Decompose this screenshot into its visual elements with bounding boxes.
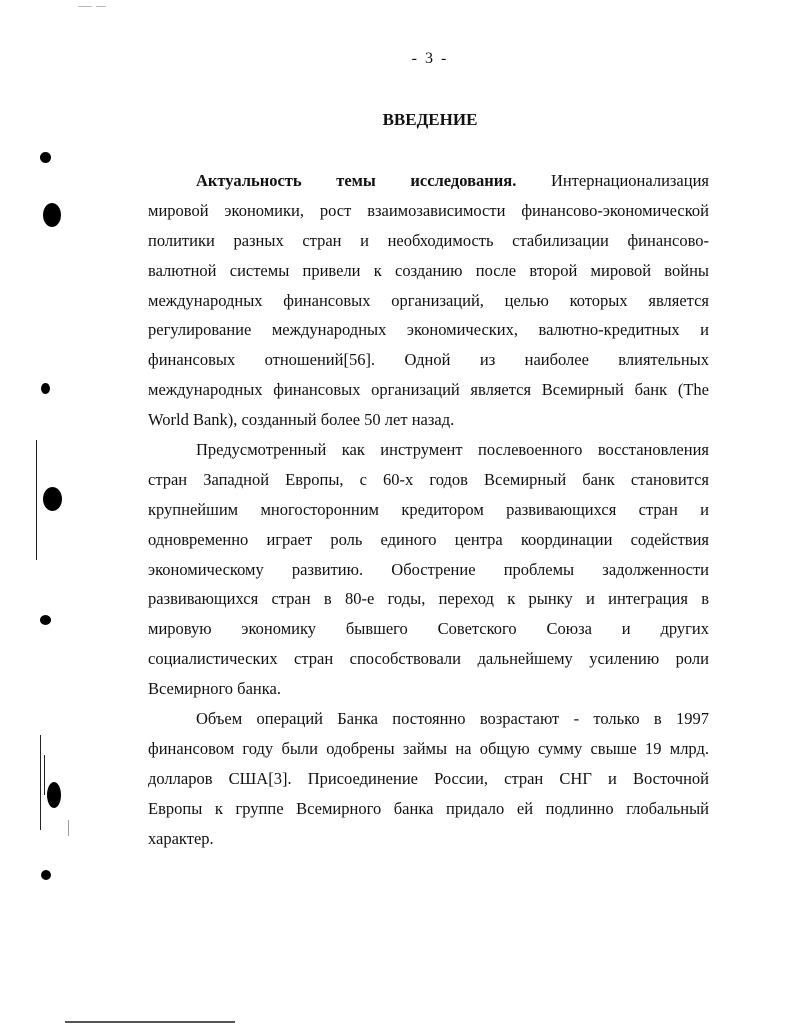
paragraph-line: мировую экономику бывшего Советского Союза и других — [148, 619, 709, 639]
document-body — [148, 166, 709, 853]
margin-line — [68, 820, 69, 836]
paragraph-line: Европы к группе Всемирного банка придало ей подлинно глобальный — [148, 798, 709, 818]
page-number: - 3 - — [411, 50, 449, 67]
page-title: ВВЕДЕНИЕ — [382, 110, 478, 129]
scan-artifact-top — [96, 6, 106, 7]
paragraph-line: международных финансовых организаций является Всемирный банк (The — [148, 380, 709, 400]
paragraph-line: характер. — [148, 828, 214, 848]
paragraph-line: Объем операций Банка постоянно возрастают - только в 1997 — [196, 709, 709, 729]
punch-hole — [41, 870, 51, 880]
paragraph-line: международных финансовых организаций, целью которых является — [148, 290, 709, 310]
paragraph-line: развивающихся стран в 80-е годы, переход к рынку и интеграция в — [148, 589, 709, 609]
paragraph-line: финансовом году были одобрены займы на общую сумму свыше 19 млрд. — [148, 738, 709, 758]
scan-artifact-top — [78, 6, 92, 7]
paragraph-line: стран Западной Европы, с 60-х годов Всемирный банк становится — [148, 469, 709, 489]
paragraph-line: валютной системы привели к созданию после второй мировой войны — [148, 260, 709, 280]
margin-line — [44, 755, 45, 795]
paragraph-line: Предусмотренный как инструмент послевоенного восстановления — [196, 440, 709, 460]
scan-artifact-bottom — [65, 1021, 235, 1023]
paragraph-line: одновременно играет роль единого центра координации содействия — [148, 529, 709, 549]
paragraph-line: Всемирного банка. — [148, 679, 281, 699]
paragraph-line: социалистических стран способствовали дальнейшему усилению роли — [148, 649, 709, 669]
paragraph-line: Актуальность темы исследования. Интернационализация — [196, 171, 709, 190]
punch-hole — [40, 152, 51, 163]
punch-hole — [41, 383, 50, 394]
punch-hole — [40, 615, 51, 625]
section-lead: Актуальность темы исследования. — [196, 171, 517, 190]
paragraph-line: World Bank), созданный более 50 лет назад. — [148, 410, 455, 430]
punch-hole — [43, 203, 61, 227]
paragraph-line: финансовых отношений[56]. Одной из наиболее влиятельных — [148, 350, 709, 370]
paragraph-line: мировой экономики, рост взаимозависимости финансово-экономической — [148, 200, 709, 220]
punch-hole — [43, 487, 62, 511]
margin-line — [40, 735, 41, 830]
paragraph-line: экономическому развитию. Обострение проблемы задолженности — [148, 559, 709, 579]
paragraph-line: политики разных стран и необходимость стабилизации финансово- — [148, 230, 709, 250]
paragraph-line: крупнейшим многосторонним кредитором развивающихся стран и — [148, 499, 709, 519]
margin-line — [36, 440, 37, 560]
paragraph-line: регулирование международных экономических, валютно-кредитных и — [148, 320, 709, 340]
paragraph-line: долларов США[3]. Присоединение России, стран СНГ и Восточной — [148, 768, 709, 788]
punch-hole — [47, 782, 61, 808]
